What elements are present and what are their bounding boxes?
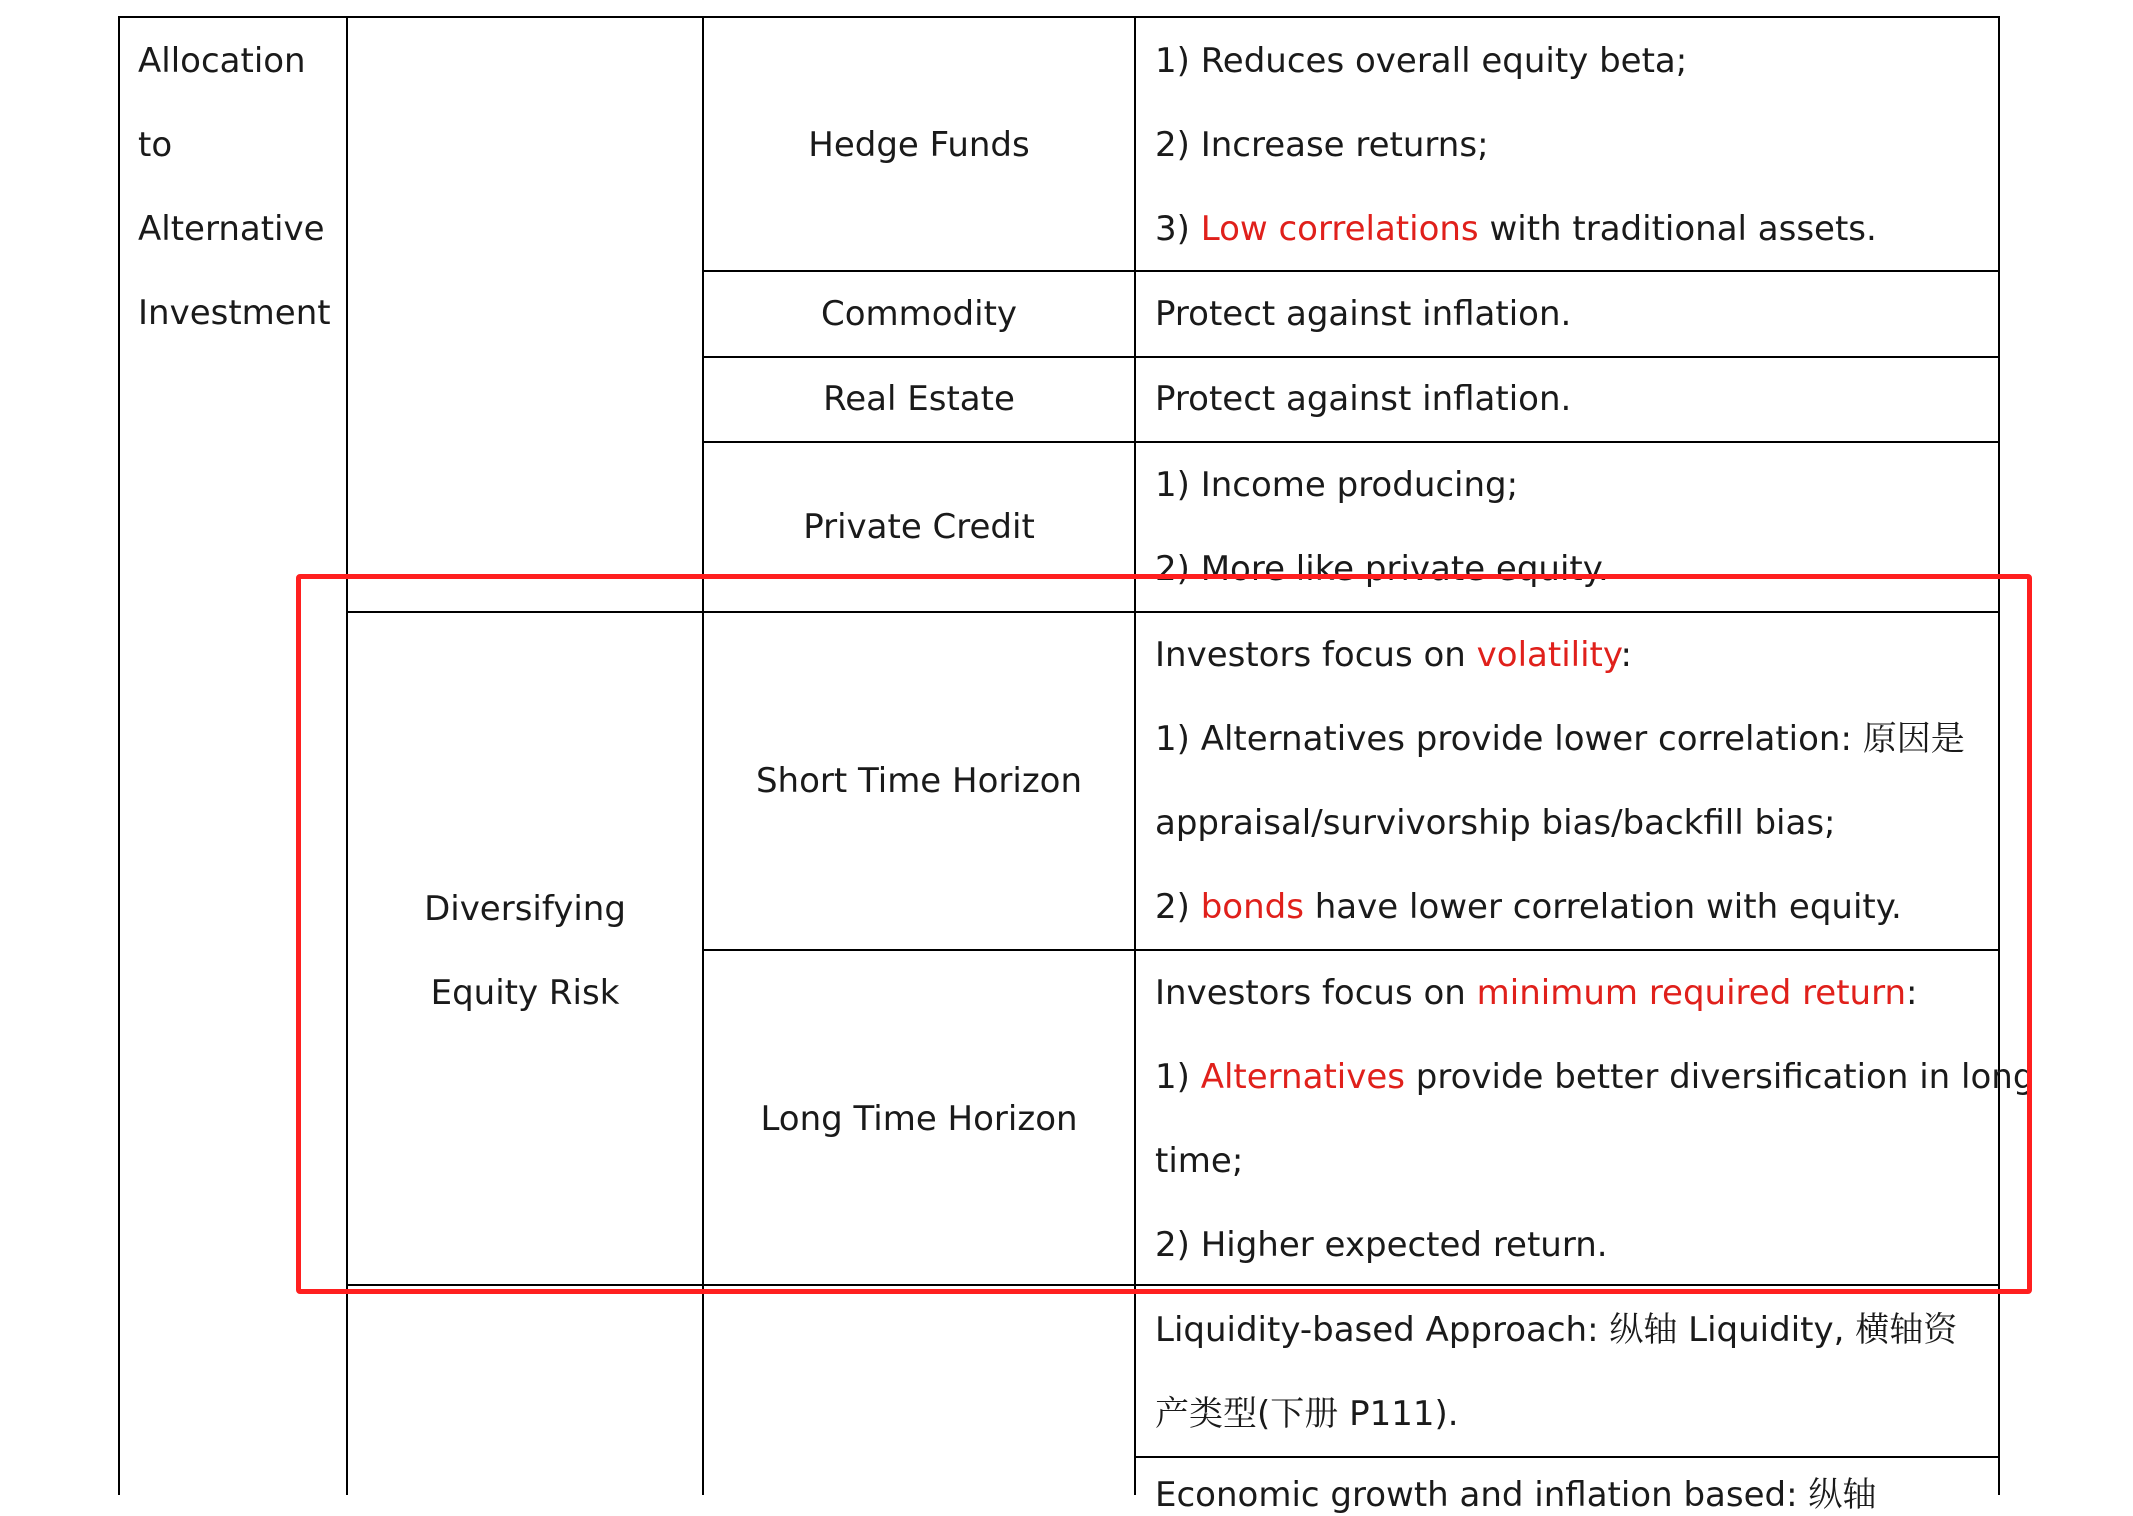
long-horizon-point-1-highlight: minimum required return (1476, 973, 1907, 1013)
category-label-line3: Alternative (138, 209, 325, 249)
asset-label-commodity: Commodity (820, 294, 1018, 334)
asset-label-real-estate: Real Estate (823, 379, 1015, 419)
private-credit-point-2: 2) More like private equity. (1155, 549, 1609, 589)
row-divider-realestate (702, 441, 2000, 443)
horizon-label-short: Short Time Horizon (755, 761, 1083, 801)
economic-approach-line1: Economic growth and inflation based: 纵轴 (1155, 1475, 1877, 1515)
liquidity-approach-line1: Liquidity-based Approach: 纵轴 Liquidity, 横轴资 (1155, 1310, 1958, 1350)
private-credit-point-1: 1) Income producing; (1155, 465, 1519, 505)
diversifying-label-line2: Equity Risk (430, 973, 620, 1013)
highlight-annotation-box (296, 574, 2035, 1294)
hedge-funds-point-3-prefix: 3) (1155, 209, 1201, 249)
hedge-funds-point-3-suffix: with traditional assets. (1478, 209, 1877, 249)
table-border-left (118, 16, 120, 1495)
long-horizon-point-2-highlight: Alternatives (1200, 1057, 1405, 1097)
short-horizon-point-4-suffix: have lower correlation with equity. (1303, 887, 1902, 927)
asset-label-private-credit: Private Credit (803, 507, 1035, 547)
long-horizon-point-1-suffix: : (1906, 973, 1918, 1013)
category-label-line4: Investment (138, 293, 331, 333)
short-horizon-point-3: appraisal/survivorship bias/backfill bias; (1155, 803, 1836, 843)
short-horizon-point-1-suffix: : (1620, 635, 1632, 675)
short-horizon-point-1-prefix: Investors focus on (1155, 635, 1477, 675)
liquidity-approach-line2: 产类型(下册 P111). (1155, 1394, 1459, 1434)
row-divider-hedge (702, 270, 2000, 272)
diversifying-label-line1: Diversifying (424, 889, 626, 929)
category-label-line2: to (138, 125, 173, 165)
hedge-funds-point-1: 1) Reduces overall equity beta; (1155, 41, 1688, 81)
short-horizon-point-1-highlight: volatility (1476, 635, 1621, 675)
long-horizon-point-4: 2) Higher expected return. (1155, 1225, 1608, 1265)
asset-label-hedge-funds: Hedge Funds (808, 125, 1030, 165)
short-horizon-point-4-prefix: 2) (1155, 887, 1201, 927)
short-horizon-point-4-highlight: bonds (1200, 887, 1304, 927)
hedge-funds-point-3-highlight: Low correlations (1200, 209, 1479, 249)
horizon-label-long: Long Time Horizon (760, 1099, 1078, 1139)
long-horizon-point-2-prefix: 1) (1155, 1057, 1201, 1097)
long-horizon-point-3: time; (1155, 1141, 1244, 1181)
hedge-funds-point-3 (1155, 208, 1877, 250)
hedge-funds-point-2: 2) Increase returns; (1155, 125, 1489, 165)
category-label-line1: Allocation (138, 41, 306, 81)
commodity-description: Protect against inflation. (1155, 294, 1572, 334)
long-horizon-point-1-prefix: Investors focus on (1155, 973, 1477, 1013)
long-horizon-point-2-suffix: provide better diversification in long (1404, 1057, 2035, 1097)
row-divider-liquidity (1134, 1456, 2000, 1458)
row-divider-commodity (702, 356, 2000, 358)
table-border-top (118, 16, 2000, 18)
short-horizon-point-2: 1) Alternatives provide lower correlation: 原因是 (1155, 719, 1965, 759)
real-estate-description: Protect against inflation. (1155, 379, 1572, 419)
